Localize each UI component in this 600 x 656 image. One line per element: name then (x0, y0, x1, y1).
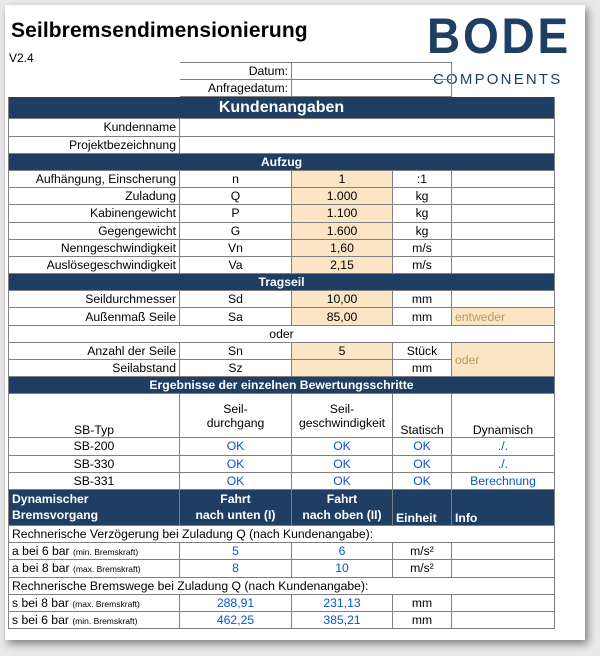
anfragedatum-row (9, 80, 555, 97)
weg-title-row (9, 577, 555, 594)
weg-value: 231,13 (292, 594, 393, 611)
section-tragseil (9, 274, 555, 291)
anfragedatum-input[interactable] (292, 80, 452, 97)
aufzug-row (9, 188, 555, 205)
dyn-header-row (9, 489, 555, 525)
row-label: s bei 6 bar (12, 612, 69, 627)
tragseil-symbol: Sd (180, 291, 292, 308)
tragseil-label: Außenmaß Seile (9, 308, 180, 325)
weg-row (9, 594, 555, 611)
header-line: Bremsvorgang (12, 508, 99, 523)
page-title: Seilbremsendimensionierung (11, 19, 308, 42)
dyn-col1-header (9, 489, 180, 525)
weg-value: 385,21 (292, 611, 393, 628)
section-aufzug-title: Aufzug (9, 153, 555, 170)
sb-typ-header: SB-Typ (9, 394, 180, 438)
aufzug-unit: kg (393, 205, 452, 222)
seile-symbol: Sz (180, 360, 292, 377)
sb-oben-header (292, 394, 393, 438)
sb-result: OK (292, 438, 393, 455)
header-line: Seil- (223, 401, 248, 416)
seile-symbol: Sn (180, 342, 292, 359)
sb-berechnung-link[interactable]: Berechnung (452, 472, 555, 489)
projekt-input[interactable] (180, 136, 555, 153)
aufzug-unit: kg (393, 222, 452, 239)
verz-label (9, 560, 180, 577)
weg-unit: mm (393, 611, 452, 628)
section-ergebnisse (9, 377, 555, 394)
sb-statisch-header: Statisch (393, 394, 452, 438)
section-tragseil-title: Tragseil (9, 274, 555, 291)
weg-label (9, 594, 180, 611)
aufzug-symbol: Q (180, 188, 292, 205)
verz-title-row (9, 525, 555, 542)
tragseil-value-input[interactable]: 85,00 (292, 308, 393, 325)
header-line: durchgang (206, 415, 265, 430)
sb-typ: SB-200 (9, 438, 180, 455)
verz-unit: m/s² (393, 560, 452, 577)
sb-row (9, 472, 555, 489)
verz-value: 10 (292, 560, 393, 577)
sb-result: ./. (452, 455, 555, 472)
row-label: s bei 8 bar (12, 595, 69, 610)
form-table (8, 62, 555, 629)
sb-result: OK (393, 455, 452, 472)
aufzug-value-input[interactable]: 1.600 (292, 222, 393, 239)
section-kunden (9, 97, 555, 119)
row-label: a bei 6 bar (12, 544, 70, 559)
aufzug-value-input[interactable]: 1,60 (292, 239, 393, 256)
header-line: Seil- (329, 401, 355, 416)
seile-label: Seilabstand (9, 360, 180, 377)
dyn-info-header: Info (452, 489, 555, 525)
aufzug-row (9, 239, 555, 256)
datum-label: Datum: (180, 63, 292, 80)
aufzug-label: Kabinengewicht (9, 205, 180, 222)
sb-result: ./. (452, 438, 555, 455)
sb-result: OK (393, 438, 452, 455)
sb-result: OK (292, 472, 393, 489)
row-note: (max. Bremskraft) (72, 564, 141, 575)
sb-row (9, 455, 555, 472)
sb-result: OK (393, 472, 452, 489)
sb-result: OK (180, 472, 292, 489)
aufzug-unit: m/s (393, 256, 452, 273)
aufzug-value-input[interactable]: 1.000 (292, 188, 393, 205)
kundenname-label: Kundenname (9, 119, 180, 136)
tragseil-value-input[interactable]: 10,00 (292, 291, 393, 308)
row-note: (min. Bremskraft) (72, 547, 139, 558)
aufzug-row (9, 170, 555, 187)
logo-word: BODE (427, 8, 571, 64)
aufzug-value-input[interactable]: 2,15 (292, 256, 393, 273)
seile-value-input[interactable]: 5 (292, 342, 393, 359)
dyn-einheit-header: Einheit (393, 489, 452, 525)
sb-typ: SB-331 (9, 472, 180, 489)
aufzug-row (9, 256, 555, 273)
verz-title: Rechnerische Verzögerung bei Zuladung Q (nach Kundenangabe): (9, 525, 555, 542)
weg-row (9, 611, 555, 628)
aufzug-unit: :1 (393, 170, 452, 187)
aufzug-value-input[interactable]: 1 (292, 170, 393, 187)
weg-value: 288,91 (180, 594, 292, 611)
tragseil-unit: mm (393, 291, 452, 308)
sb-result: OK (180, 455, 292, 472)
dyn-col2-header (180, 489, 292, 525)
verz-value: 5 (180, 543, 292, 560)
weg-title: Rechnerische Bremswege bei Zuladung Q (nach Kundenangabe): (9, 577, 555, 594)
aufzug-label: Auslösegeschwindigkeit (9, 256, 180, 273)
anfragedatum-label: Anfragedatum: (180, 80, 292, 97)
header-line: Fahrt (326, 492, 358, 507)
sb-row (9, 438, 555, 455)
row-note: (max. Bremskraft) (72, 598, 140, 609)
sb-header-row (9, 394, 555, 438)
aufzug-symbol: G (180, 222, 292, 239)
datum-input[interactable] (292, 63, 452, 80)
sb-typ: SB-330 (9, 455, 180, 472)
version-label: V2.4 (9, 51, 34, 65)
aufzug-row (9, 222, 555, 239)
verz-value: 6 (292, 543, 393, 560)
aufzug-row (9, 205, 555, 222)
header-line: nach unten (I) (195, 508, 276, 523)
aufzug-label: Gegengewicht (9, 222, 180, 239)
weg-value: 462,25 (180, 611, 292, 628)
sb-result: OK (180, 438, 292, 455)
header-line: geschwindigkeit (298, 415, 386, 430)
aufzug-symbol: Va (180, 256, 292, 273)
row-note: (min. Bremskraft) (72, 615, 138, 626)
projekt-label: Projektbezeichnung (9, 136, 180, 153)
seile-unit: mm (393, 360, 452, 377)
dyn-col3-header (292, 489, 393, 525)
logo-subtitle: COMPONENTS (433, 71, 563, 88)
sb-result: OK (292, 455, 393, 472)
tragseil-row (9, 291, 555, 308)
aufzug-unit: m/s (393, 239, 452, 256)
verz-row (9, 543, 555, 560)
aufzug-label: Nenngeschwindigkeit (9, 239, 180, 256)
weg-label (9, 611, 180, 628)
tragseil-row (9, 308, 555, 325)
section-kunden-title: Kundenangaben (9, 97, 555, 119)
aufzug-label: Zuladung (9, 188, 180, 205)
header-line: Fahrt (220, 492, 251, 507)
seile-label: Anzahl der Seile (9, 342, 180, 359)
row-label: a bei 8 bar (12, 561, 70, 576)
kundenname-row (9, 119, 555, 136)
seile-row (9, 342, 555, 359)
aufzug-label: Aufhängung, Einscherung (9, 170, 180, 187)
aufzug-unit: kg (393, 188, 452, 205)
tragseil-symbol: Sa (180, 308, 292, 325)
tragseil-label: Seildurchmesser (9, 291, 180, 308)
aufzug-symbol: n (180, 170, 292, 187)
oder-label: oder (9, 325, 555, 342)
verz-value: 8 (180, 560, 292, 577)
spreadsheet (5, 5, 585, 640)
tragseil-unit: mm (393, 308, 452, 325)
projekt-row (9, 136, 555, 153)
verz-row (9, 560, 555, 577)
header-line: Dynamischer (12, 492, 89, 507)
kundenname-input[interactable] (180, 119, 555, 136)
aufzug-value-input[interactable]: 1.100 (292, 205, 393, 222)
aufzug-symbol: P (180, 205, 292, 222)
seile-value-input[interactable] (292, 360, 393, 377)
sb-dynamisch-header: Dynamisch (452, 394, 555, 438)
verz-unit: m/s² (393, 543, 452, 560)
sb-unten-header (180, 394, 292, 438)
oder-row (9, 325, 555, 342)
aufzug-symbol: Vn (180, 239, 292, 256)
section-ergebnisse-title: Ergebnisse der einzelnen Bewertungsschritte (9, 377, 555, 394)
verz-label (9, 543, 180, 560)
header-line: nach oben (II) (302, 508, 382, 523)
entweder-hint: entweder (452, 308, 555, 325)
section-aufzug (9, 153, 555, 170)
seile-unit: Stück (393, 342, 452, 359)
weg-unit: mm (393, 594, 452, 611)
datum-row (9, 63, 555, 80)
oder-hint: oder (452, 342, 555, 376)
